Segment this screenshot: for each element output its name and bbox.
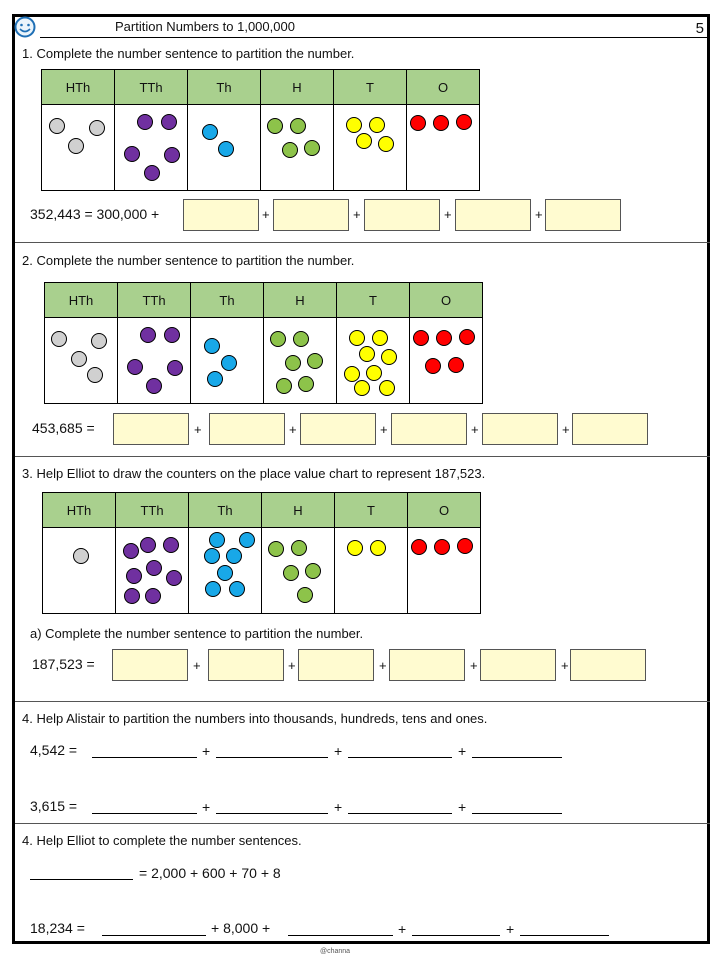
answer-line[interactable] xyxy=(520,935,609,936)
q3-place-value-chart xyxy=(42,492,481,614)
counter xyxy=(413,330,429,346)
section-divider xyxy=(15,242,710,243)
q1-place-value-chart xyxy=(41,69,480,191)
plus-sign: + xyxy=(506,921,515,937)
counter xyxy=(209,532,225,548)
counter xyxy=(369,117,385,133)
plus-sign: + xyxy=(561,658,569,673)
plus-sign: + xyxy=(288,658,296,673)
counter xyxy=(140,327,156,343)
answer-line[interactable] xyxy=(92,813,197,814)
q3-answer-box-2[interactable] xyxy=(208,649,284,681)
counter xyxy=(359,346,375,362)
q1-answer-box-4[interactable] xyxy=(455,199,531,231)
page-number: 5 xyxy=(695,20,704,37)
counter xyxy=(354,380,370,396)
counter xyxy=(290,118,306,134)
q3-prompt: 3. Help Elliot to draw the counters on the place value chart to represent 187,523. xyxy=(22,466,486,481)
counter xyxy=(163,537,179,553)
q3-sentence-start: 187,523 = xyxy=(32,656,95,672)
answer-line[interactable] xyxy=(472,813,562,814)
plus-sign: + xyxy=(334,743,343,759)
q3-answer-box-6[interactable] xyxy=(570,649,646,681)
counter xyxy=(307,353,323,369)
counter xyxy=(346,117,362,133)
answer-line[interactable] xyxy=(216,813,328,814)
counter xyxy=(457,538,473,554)
counter xyxy=(344,366,360,382)
col-t: T xyxy=(334,70,407,105)
q3-answer-box-4[interactable] xyxy=(389,649,465,681)
counter xyxy=(298,376,314,392)
col-th: Th xyxy=(189,493,262,528)
counter xyxy=(140,537,156,553)
counter xyxy=(89,120,105,136)
q5-prompt: 4. Help Elliot to complete the number sentences. xyxy=(22,833,302,848)
counter xyxy=(370,540,386,556)
col-h: H xyxy=(262,493,335,528)
q4-line1-start: 4,542 = xyxy=(30,742,78,758)
smiley-face-icon xyxy=(14,16,36,38)
q1-answer-box-3[interactable] xyxy=(364,199,440,231)
counter xyxy=(285,355,301,371)
counter xyxy=(205,581,221,597)
q1-answer-box-2[interactable] xyxy=(273,199,349,231)
plus-sign: + xyxy=(380,422,388,437)
counter xyxy=(202,124,218,140)
counter xyxy=(270,331,286,347)
q2-prompt: 2. Complete the number sentence to partition the number. xyxy=(22,253,355,268)
q2-place-value-chart xyxy=(44,282,483,404)
footer-credit: @channa xyxy=(320,948,351,955)
counter xyxy=(161,114,177,130)
counter xyxy=(282,142,298,158)
counter xyxy=(229,581,245,597)
counter xyxy=(124,146,140,162)
q2-answer-box-4[interactable] xyxy=(391,413,467,445)
counter xyxy=(164,147,180,163)
counter xyxy=(204,548,220,564)
q3-cell-hth xyxy=(43,528,115,613)
plus-sign: + xyxy=(471,422,479,437)
answer-line[interactable] xyxy=(288,935,393,936)
q2-cell-o xyxy=(410,318,482,403)
plus-sign: + xyxy=(334,799,343,815)
q2-sentence-start: 453,685 = xyxy=(32,420,95,436)
counter xyxy=(378,136,394,152)
plus-sign: + xyxy=(202,799,211,815)
q3-answer-box-3[interactable] xyxy=(298,649,374,681)
q2-cell-t xyxy=(337,318,409,403)
counter xyxy=(381,349,397,365)
counter xyxy=(268,541,284,557)
counter xyxy=(51,331,67,347)
q3-cell-t xyxy=(335,528,407,613)
plus-sign: + xyxy=(353,207,361,222)
counter xyxy=(123,543,139,559)
q2-answer-box-2[interactable] xyxy=(209,413,285,445)
col-tth: TTh xyxy=(115,70,188,105)
col-tth: TTh xyxy=(116,493,189,528)
plus-sign: + xyxy=(262,207,270,222)
counter xyxy=(164,327,180,343)
counter xyxy=(293,331,309,347)
q5-line1-end: = 2,000 + 600 + 70 + 8 xyxy=(139,865,281,881)
q1-prompt: 1. Complete the number sentence to partition the number. xyxy=(22,46,355,61)
q2-cell-tth xyxy=(118,318,190,403)
section-divider xyxy=(15,456,710,457)
counter xyxy=(305,563,321,579)
counter xyxy=(379,380,395,396)
plus-sign: + xyxy=(202,743,211,759)
q4-prompt: 4. Help Alistair to partition the numbers into thousands, hundreds, tens and ones. xyxy=(22,711,488,726)
q3-cell-tth xyxy=(116,528,188,613)
q2-cell-h xyxy=(264,318,336,403)
counter xyxy=(436,330,452,346)
q3-answer-box-1[interactable] xyxy=(112,649,188,681)
section-divider xyxy=(15,823,710,824)
q2-answer-box-1[interactable] xyxy=(113,413,189,445)
counter xyxy=(221,355,237,371)
col-hth: HTh xyxy=(42,70,115,105)
counter xyxy=(239,532,255,548)
counter xyxy=(217,565,233,581)
plus-sign: + xyxy=(470,658,478,673)
answer-line[interactable] xyxy=(30,879,133,880)
answer-line[interactable] xyxy=(412,935,500,936)
counter xyxy=(425,358,441,374)
plus-sign: + xyxy=(562,422,570,437)
counter xyxy=(127,359,143,375)
q1-cell-t xyxy=(334,105,406,190)
counter xyxy=(356,133,372,149)
counter xyxy=(91,333,107,349)
counter xyxy=(297,587,313,603)
counter xyxy=(291,540,307,556)
q2-cell-hth xyxy=(45,318,117,403)
counter xyxy=(434,539,450,555)
q2-answer-box-6[interactable] xyxy=(572,413,648,445)
counter xyxy=(433,115,449,131)
col-o: O xyxy=(408,493,481,528)
plus-sign: + xyxy=(289,422,297,437)
col-t: T xyxy=(337,283,410,318)
counter xyxy=(207,371,223,387)
counter xyxy=(349,330,365,346)
counter xyxy=(144,165,160,181)
q1-cell-o xyxy=(407,105,479,190)
answer-line[interactable] xyxy=(348,757,452,758)
counter xyxy=(448,357,464,373)
q1-cell-th xyxy=(188,105,260,190)
answer-line[interactable] xyxy=(348,813,452,814)
counter xyxy=(49,118,65,134)
counter xyxy=(304,140,320,156)
counter xyxy=(267,118,283,134)
answer-line[interactable] xyxy=(102,935,206,936)
q2-answer-box-3[interactable] xyxy=(300,413,376,445)
header-rule xyxy=(40,37,708,38)
q3-cell-h xyxy=(262,528,334,613)
col-h: H xyxy=(261,70,334,105)
col-tth: TTh xyxy=(118,283,191,318)
q1-cell-tth xyxy=(115,105,187,190)
answer-line[interactable] xyxy=(472,757,562,758)
counter xyxy=(146,560,162,576)
q2-cell-th xyxy=(191,318,263,403)
counter xyxy=(73,548,89,564)
q3-answer-box-5[interactable] xyxy=(480,649,556,681)
q5-line2-mid: + 8,000 + xyxy=(211,920,271,936)
q5-line2-start: 18,234 = xyxy=(30,920,85,936)
plus-sign: + xyxy=(194,422,202,437)
col-hth: HTh xyxy=(43,493,116,528)
q3-cell-o xyxy=(408,528,480,613)
q3-cell-th xyxy=(189,528,261,613)
counter xyxy=(347,540,363,556)
answer-line[interactable] xyxy=(216,757,328,758)
plus-sign: + xyxy=(535,207,543,222)
plus-sign: + xyxy=(398,921,407,937)
q1-sentence-start: 352,443 = 300,000 + xyxy=(30,206,160,222)
counter xyxy=(166,570,182,586)
col-th: Th xyxy=(188,70,261,105)
col-hth: HTh xyxy=(45,283,118,318)
counter xyxy=(410,115,426,131)
q2-answer-box-5[interactable] xyxy=(482,413,558,445)
counter xyxy=(71,351,87,367)
col-t: T xyxy=(335,493,408,528)
plus-sign: + xyxy=(458,743,467,759)
plus-sign: + xyxy=(458,799,467,815)
col-o: O xyxy=(410,283,483,318)
col-o: O xyxy=(407,70,480,105)
counter xyxy=(145,588,161,604)
counter xyxy=(411,539,427,555)
plus-sign: + xyxy=(444,207,452,222)
page-title: Partition Numbers to 1,000,000 xyxy=(115,19,295,34)
counter xyxy=(68,138,84,154)
counter xyxy=(372,330,388,346)
plus-sign: + xyxy=(193,658,201,673)
plus-sign: + xyxy=(379,658,387,673)
counter xyxy=(226,548,242,564)
counter xyxy=(137,114,153,130)
q1-cell-h xyxy=(261,105,333,190)
col-th: Th xyxy=(191,283,264,318)
counter xyxy=(218,141,234,157)
counter xyxy=(167,360,183,376)
counter xyxy=(276,378,292,394)
counter xyxy=(87,367,103,383)
answer-line[interactable] xyxy=(92,757,197,758)
counter xyxy=(456,114,472,130)
q1-cell-hth xyxy=(42,105,114,190)
q1-answer-box-5[interactable] xyxy=(545,199,621,231)
counter xyxy=(146,378,162,394)
q3-sub-prompt: a) Complete the number sentence to partition the number. xyxy=(30,626,364,641)
counter xyxy=(126,568,142,584)
section-divider xyxy=(15,701,710,702)
counter xyxy=(204,338,220,354)
counter xyxy=(459,329,475,345)
col-h: H xyxy=(264,283,337,318)
counter xyxy=(124,588,140,604)
counter xyxy=(366,365,382,381)
q4-line2-start: 3,615 = xyxy=(30,798,78,814)
counter xyxy=(283,565,299,581)
q1-answer-box-1[interactable] xyxy=(183,199,259,231)
